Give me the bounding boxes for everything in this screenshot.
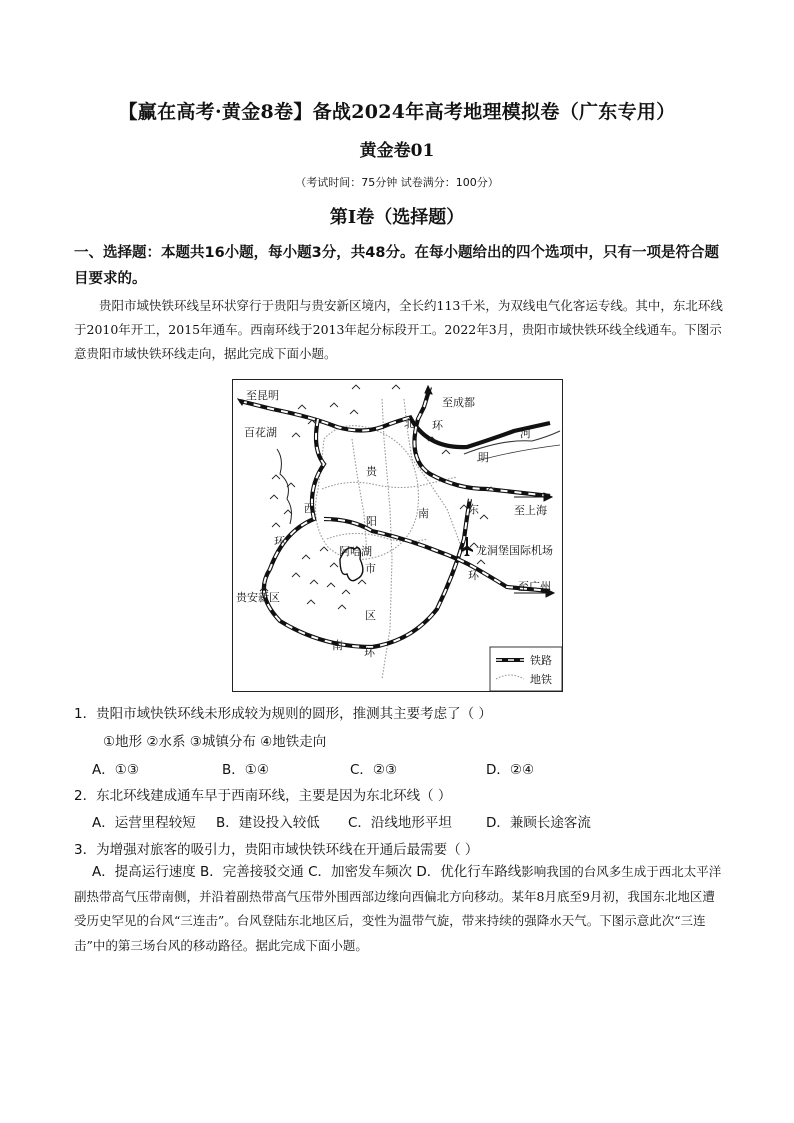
- label-chengdu: 至成都: [442, 396, 475, 409]
- q2-option-b[interactable]: B．建设投入较低: [216, 815, 320, 831]
- question-1-stem: 1．贵阳市域快铁环线未形成较为规则的圆形，推测其主要考虑了（ ）: [74, 706, 492, 722]
- question-2-stem: 2．东北环线建成通车早于西南环线，主要是因为东北环线（ ）: [74, 788, 452, 804]
- q3-option-d[interactable]: D．优化行车路线: [416, 864, 522, 880]
- label-guangzhou: 至广州: [518, 580, 551, 593]
- label-dong: 东: [468, 503, 479, 516]
- exam-info: （考试时间：75分钟 试卷满分：100分）: [295, 176, 499, 189]
- question-3-options-and-passage: [74, 860, 724, 958]
- q1-option-b[interactable]: B．①④: [222, 762, 269, 778]
- label-gui: 贵: [366, 465, 377, 478]
- legend-railway: 铁路: [530, 654, 552, 667]
- exam-title: 【赢在高考·黄金8卷】备战2024年高考地理模拟卷（广东专用）: [118, 101, 676, 123]
- q2-option-c[interactable]: C．沿线地形平坦: [348, 815, 452, 831]
- q3-option-c[interactable]: C．加密发车频次: [308, 864, 413, 880]
- paper-subtitle: 黄金卷01: [359, 141, 435, 161]
- volume-heading: 第I卷（选择题）: [329, 207, 465, 228]
- section-instruction: 一、选择题：本题共16小题，每小题3分，共48分。在每小题给出的四个选项中，只有一项是符合题目要求的。: [74, 245, 719, 287]
- guiyang-rail-map: [232, 379, 563, 692]
- map-legend: [490, 647, 562, 691]
- label-baihua-lake: 百花湖: [244, 426, 277, 439]
- q3-option-b[interactable]: B．完善接驳交通: [200, 864, 304, 880]
- label-nan-s: 南: [332, 639, 343, 652]
- label-huan-e: 环: [468, 569, 479, 582]
- q1-option-a[interactable]: A．①③: [92, 762, 139, 778]
- label-airport: 龙洞堡国际机场: [476, 544, 553, 557]
- label-bei: 北: [404, 417, 415, 430]
- q3-option-a[interactable]: A．提高运行速度: [92, 864, 196, 880]
- label-huan-s: 环: [364, 646, 375, 659]
- question-3-stem: 3．为增强对旅客的吸引力，贵阳市域快铁环线在开通后最需要（ ）: [74, 842, 479, 858]
- q2-option-d[interactable]: D．兼顾长途客流: [486, 815, 591, 831]
- passage-guiyang: 贵阳市域快铁环线呈环状穿行于贵阳与贵安新区境内，全长约113千米，为双线电气化客运专线。其中，东北环线于2010年开工，2015年通车。西南环线于2013年起分标段开工。2022年3月，贵阳市域快铁环线全线通车。下图示意贵阳市域快铁环线走向，据此完成下面小题。: [74, 298, 723, 361]
- label-nan-center: 南: [418, 507, 429, 520]
- label-huan-n: 环: [432, 419, 443, 432]
- label-shi: 市: [365, 562, 376, 575]
- label-guian: 贵安新区: [236, 591, 280, 604]
- label-ahaa-lake: 阿哈湖: [339, 545, 372, 558]
- label-huan-w: 环: [274, 535, 285, 548]
- label-ming: 明: [478, 451, 489, 464]
- q1-option-d[interactable]: D．②④: [486, 762, 535, 778]
- label-yang: 阳: [366, 515, 377, 528]
- label-qu: 区: [365, 609, 376, 622]
- label-he: 河: [520, 427, 531, 440]
- q1-option-c[interactable]: C．②③: [350, 762, 398, 778]
- label-kunming: 至昆明: [246, 389, 279, 402]
- q2-option-a[interactable]: A．运营里程较短: [92, 815, 196, 831]
- question-1-factors: ①地形 ②水系 ③城镇分布 ④地铁走向: [103, 734, 327, 750]
- label-xi: 西: [304, 502, 315, 515]
- passage-typhoon: 影响我国的台风多生成于西北太平洋副热带高气压带南侧，并沿着副热带高气压带外围西部边缘向西偏北方向移动。某年8月底至9月初，我国东北地区遭受历史罕见的台风“三连击”。台风登陆东北地区后，变性为温带气旋，带来持续的强降水天气。下图示意此次“三连击”中的第三场台风的移动路径。据此完成下面小题。: [74, 864, 722, 953]
- label-shanghai: 至上海: [514, 504, 547, 517]
- legend-metro: 地铁: [530, 673, 552, 686]
